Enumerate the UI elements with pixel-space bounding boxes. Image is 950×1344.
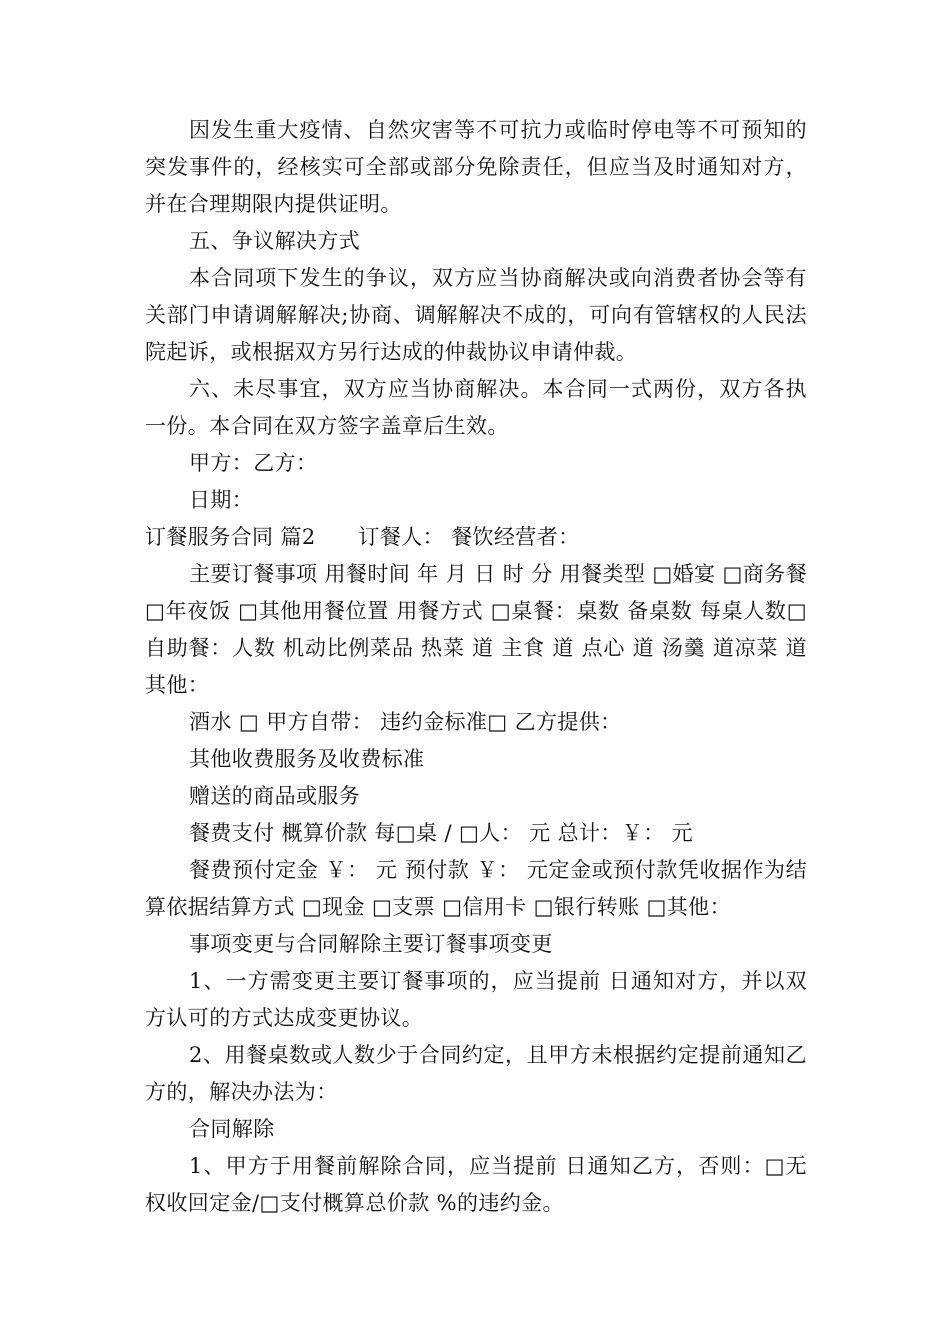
paragraph-change-1: 1、一方需变更主要订餐事项的，应当提前 日通知对方，并以双方认可的方式达成变更协议。 [145,969,807,1030]
paragraph-other-fees: 其他收费服务及收费标准 [189,747,425,771]
paragraph-dispute-resolution: 本合同项下发生的争议，双方应当协商解决或向消费者协会等有关部门申请调解解决;协商、调解解决不成的，可向有管辖权的人民法院起诉，或根据双方另行达成的仲裁协议申请仲裁。 [145,266,807,364]
paragraph-main-order-items: 主要订餐事项 用餐时间 年 月 日 时 分 用餐类型 □婚宴 □商务餐 □年夜饭 □其他用餐位置 用餐方式 □桌餐：桌数 备桌数 每桌人数□自助餐：人数 机动比例菜品 热菜 道 主食 道 点心 道 汤羹 道凉菜 道 其他： [145,562,807,697]
signature-parties: 甲方：乙方： [189,451,318,475]
paragraph-deposit: 餐费预付定金 ￥： 元 预付款 ￥： 元定金或预付款凭收据作为结算依据结算方式 □现金 □支票 □信用卡 □银行转账 □其他： [145,858,807,919]
signature-date: 日期： [189,488,254,512]
heading-dispute-resolution: 五、争议解决方式 [189,229,361,253]
document-body [145,112,807,1222]
paragraph-payment: 餐费支付 概算价款 每□桌 / □人： 元 总计：￥： 元 [189,821,694,845]
paragraph-drinks: 酒水 □ 甲方自带： 违约金标准□ 乙方提供： [189,710,622,734]
heading-changes: 事项变更与合同解除主要订餐事项变更 [189,932,553,956]
paragraph-gifts: 赠送的商品或服务 [189,784,361,808]
paragraph-termination-1: 1、甲方于用餐前解除合同，应当提前 日通知乙方，否则：□无权收回定金/□支付概算总价款 %的违约金。 [145,1154,807,1215]
heading-termination: 合同解除 [189,1117,275,1141]
paragraph-change-2: 2、用餐桌数或人数少于合同约定，且甲方未根据约定提前通知乙方的，解决办法为： [145,1043,807,1104]
paragraph-miscellaneous: 六、未尽事宜，双方应当协商解决。本合同一式两份，双方各执一份。本合同在双方签字盖章后生效。 [145,377,807,438]
contract-title-part2: 订餐服务合同 篇2 订餐人： 餐饮经营者： [145,525,580,549]
paragraph-force-majeure: 因发生重大疫情、自然灾害等不可抗力或临时停电等不可预知的突发事件的，经核实可全部或部分免除责任，但应当及时通知对方，并在合理期限内提供证明。 [145,118,807,216]
